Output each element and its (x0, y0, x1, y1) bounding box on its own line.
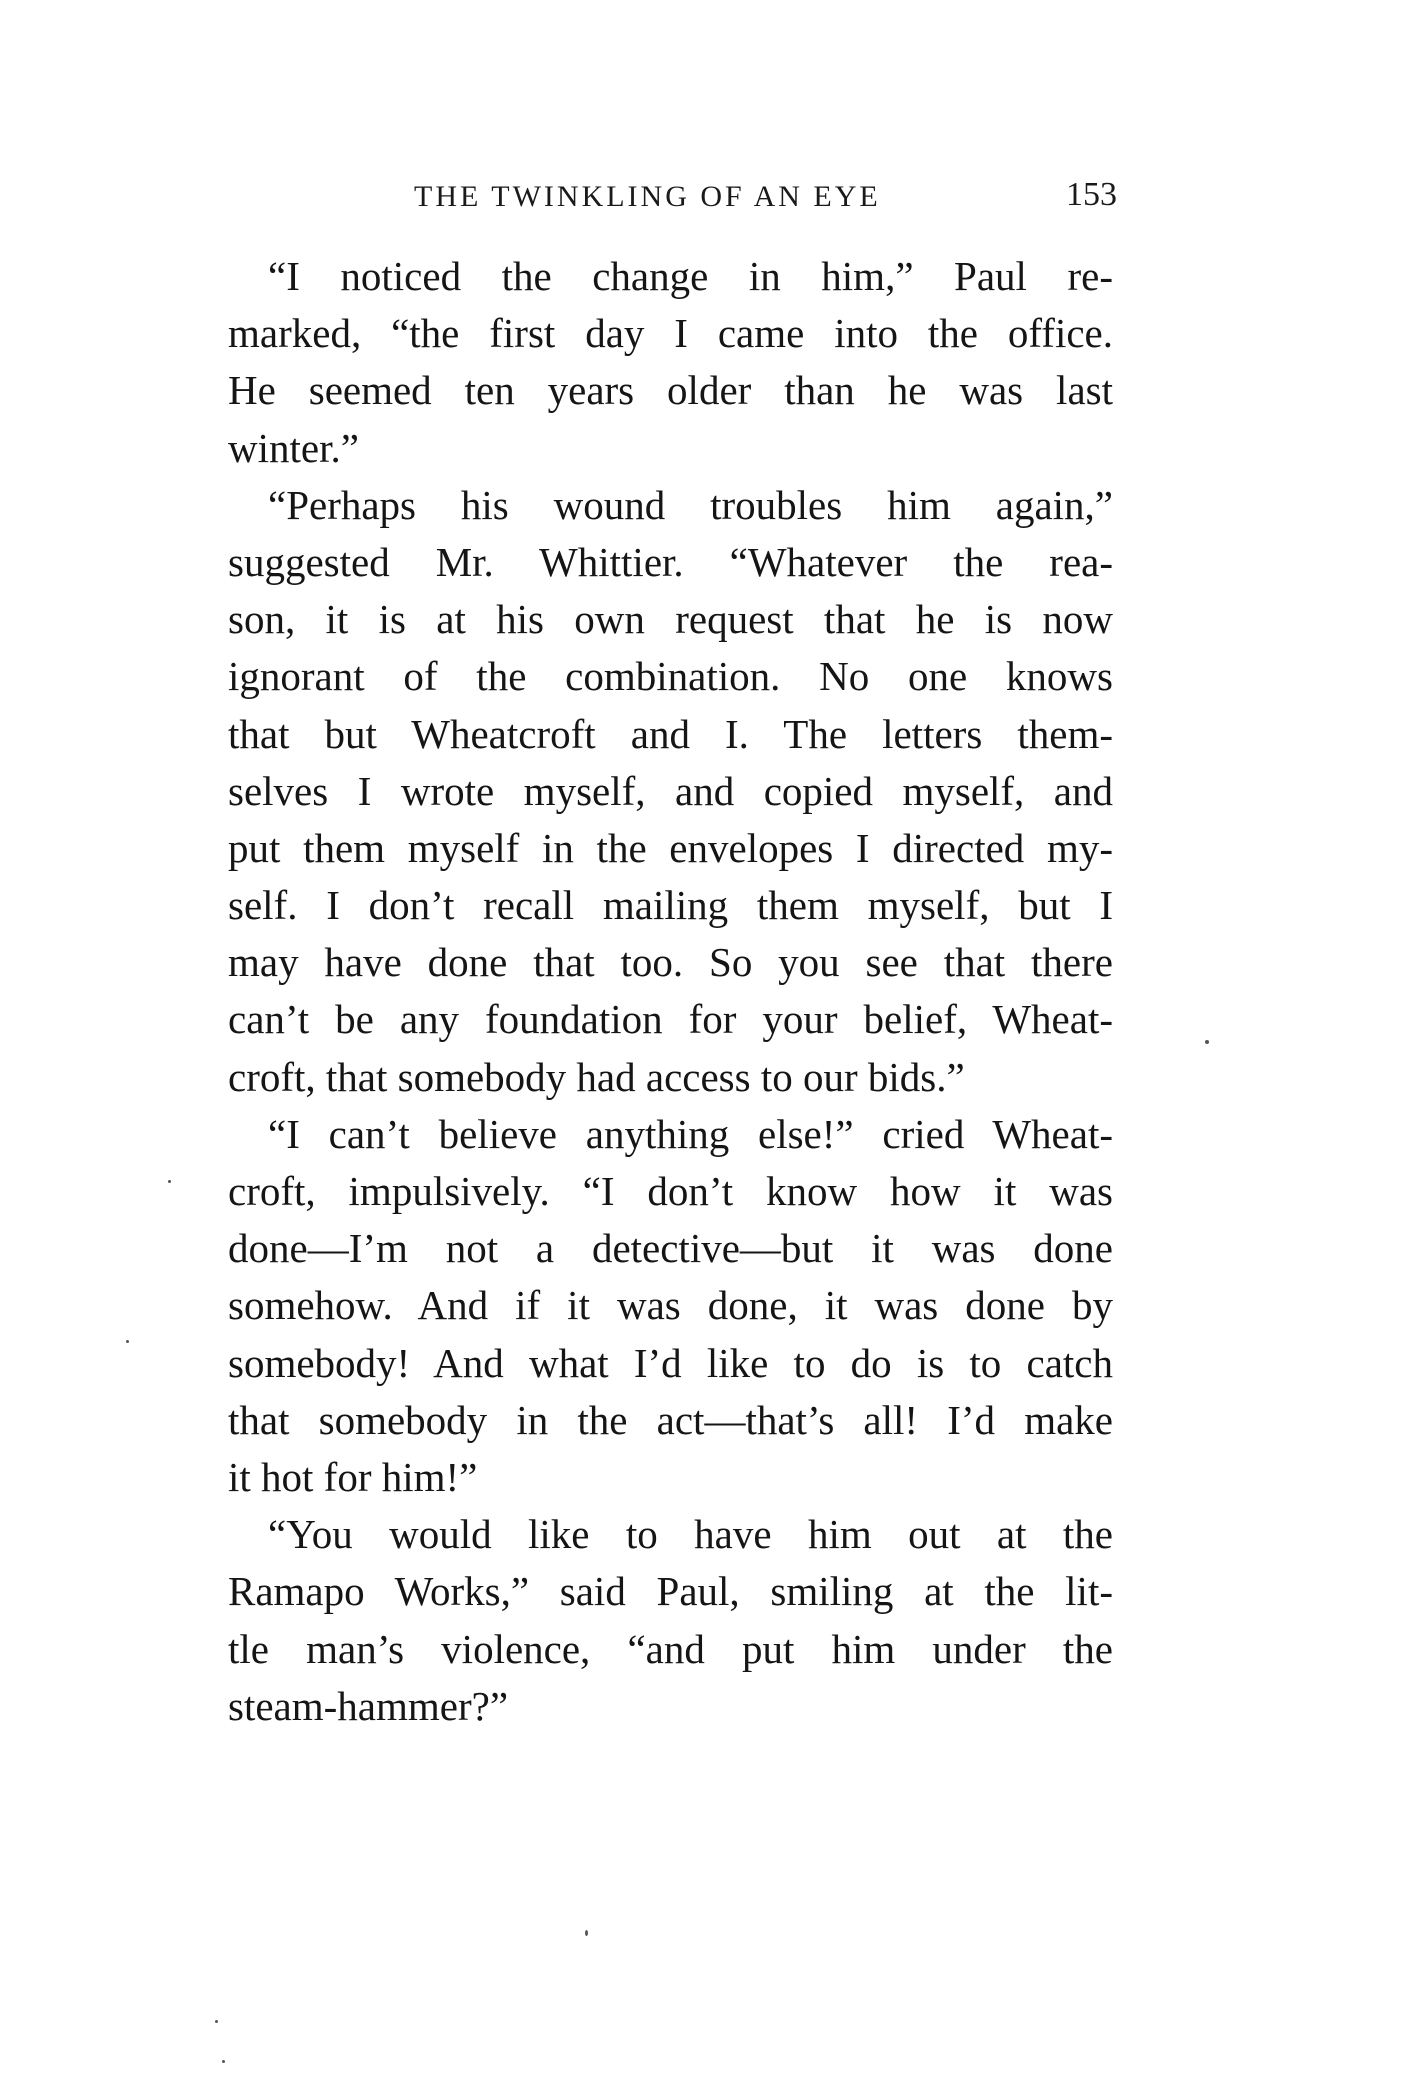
text-line: “I noticed the change in him,” Paul re- (268, 253, 1113, 299)
text-line: steam-hammer?” (228, 1682, 509, 1729)
text-line: tle man’s violence, “and put him under the (228, 1625, 1113, 1672)
text-line: marked, “the first day I came into the office. (228, 310, 1113, 357)
text-line: son, it is at his own request that he is now (228, 596, 1113, 643)
scan-speck (168, 1180, 171, 1183)
text-line: croft, that somebody had access to our bids.” (228, 1053, 965, 1100)
text-line: “You would like to have him out at the (268, 1511, 1113, 1558)
text-line: that somebody in the act—that’s all! I’d make (228, 1396, 1113, 1443)
scan-speck (585, 1930, 588, 1936)
text-line: put them myself in the envelopes I directed my- (228, 824, 1113, 871)
text-line: it hot for him!” (228, 1453, 478, 1500)
text-line: “Perhaps his wound troubles him again,” (268, 481, 1113, 528)
page-number: 153 (1066, 176, 1117, 213)
text-line: croft, impulsively. “I don’t know how it was (228, 1168, 1113, 1214)
scan-speck (215, 2020, 218, 2023)
text-line: somebody! And what I’d like to do is to catch (228, 1339, 1113, 1386)
text-line: Ramapo Works,” said Paul, smiling at the lit- (228, 1568, 1113, 1615)
text-line: ignorant of the combination. No one knows (228, 653, 1113, 700)
body-text (228, 248, 1113, 1735)
text-line: winter.” (228, 424, 359, 471)
scan-speck (126, 1340, 129, 1343)
text-line: may have done that too. So you see that there (228, 939, 1113, 986)
text-line: He seemed ten years older than he was last (228, 367, 1113, 414)
text-line: done—I’m not a detective—but it was done (228, 1225, 1113, 1272)
text-line: selves I wrote myself, and copied myself, and (228, 767, 1113, 814)
text-line: self. I don’t recall mailing them myself, but I (228, 882, 1113, 929)
text-line: “I can’t believe anything else!” cried Wheat- (268, 1110, 1113, 1157)
text-line: suggested Mr. Whittier. “Whatever the rea- (228, 538, 1113, 585)
scan-speck (222, 2060, 225, 2063)
text-line: somehow. And if it was done, it was done by (228, 1282, 1113, 1329)
text-line: that but Wheatcroft and I. The letters them- (228, 710, 1113, 757)
scan-speck (1205, 1040, 1209, 1044)
text-line: can’t be any foundation for your belief, Wheat- (228, 996, 1113, 1043)
running-title: THE TWINKLING OF AN EYE (414, 180, 881, 213)
running-head (228, 172, 1128, 222)
